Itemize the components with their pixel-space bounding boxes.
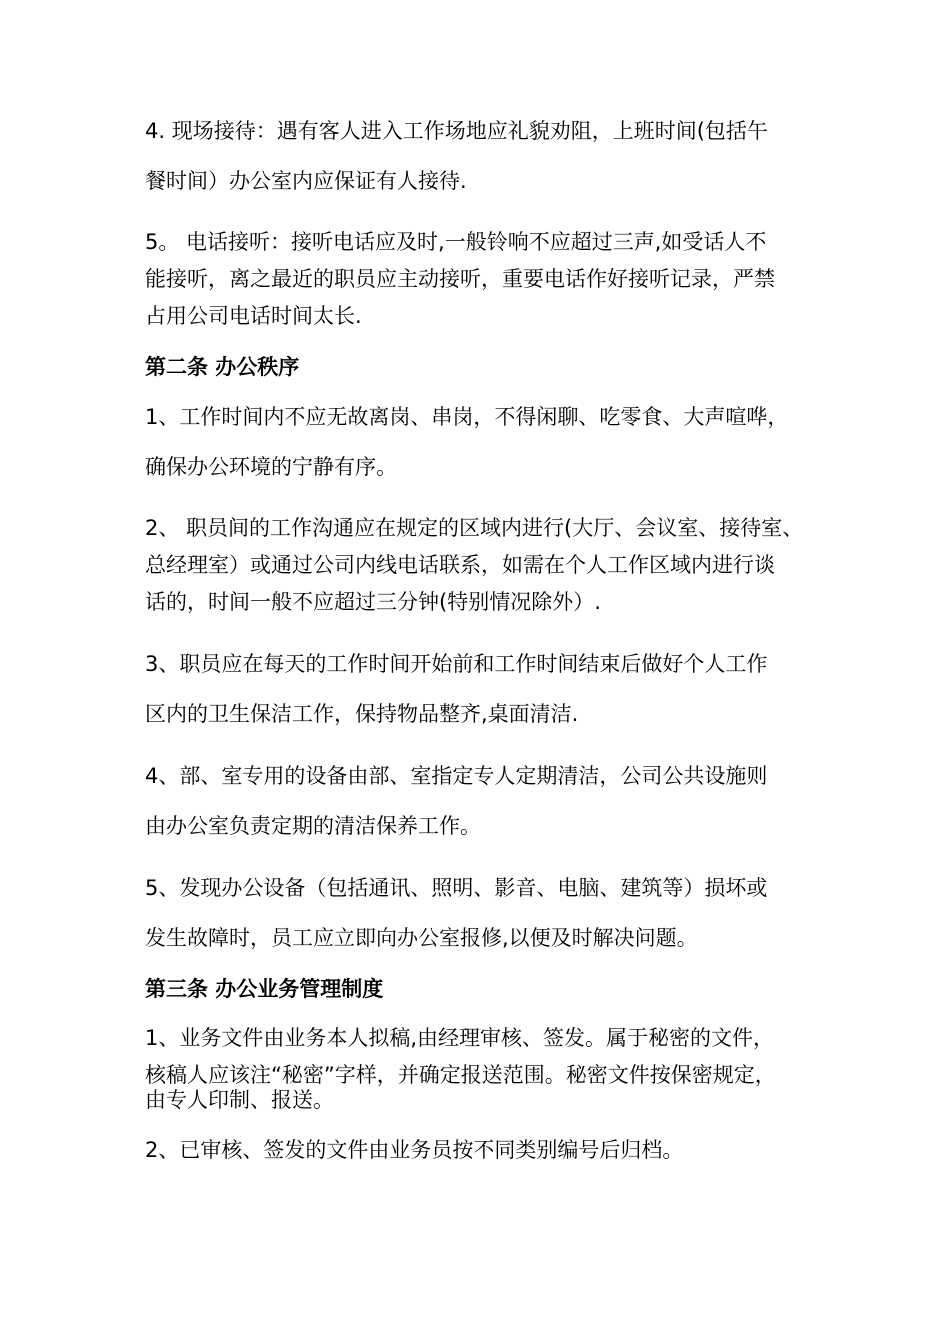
paragraph-business-1-line-2: 核稿人应该注“秘密”字样，并确定报送范围。秘密文件按保密规定， [145, 1063, 776, 1087]
paragraph-phone-line-1: 5。 电话接听：接听电话应及时,一般铃响不应超过三声,如受话人不 [145, 230, 767, 254]
paragraph-order-2-line-2: 总经理室）或通过公司内线电话联系，如需在个人工作区域内进行谈 [145, 553, 775, 577]
section-heading-business-management: 第三条 办公业务管理制度 [145, 977, 384, 1001]
paragraph-order-4-line-2: 由办公室负责定期的清洁保养工作。 [145, 814, 481, 838]
paragraph-reception-line-2: 餐时间）办公室内应保证有人接待. [145, 169, 467, 193]
paragraph-business-1-line-3: 由专人印制、报送。 [145, 1088, 334, 1112]
paragraph-order-3-line-2: 区内的卫生保洁工作，保持物品整齐,桌面清洁. [145, 702, 579, 726]
paragraph-order-3-line-1: 3、职员应在每天的工作时间开始前和工作时间结束后做好个人工作 [145, 652, 768, 676]
paragraph-phone-line-3: 占用公司电话时间太长. [145, 304, 362, 328]
paragraph-reception-line-1: 4. 现场接待：遇有客人进入工作场地应礼貌劝阻，上班时间(包括午 [145, 119, 768, 143]
paragraph-business-1-line-1: 1、业务文件由业务本人拟稿,由经理审核、签发。属于秘密的文件， [145, 1026, 775, 1050]
paragraph-order-4-line-1: 4、部、室专用的设备由部、室指定专人定期清洁，公司公共设施则 [145, 764, 768, 788]
paragraph-order-2-line-1: 2、 职员间的工作沟通应在规定的区域内进行(大厅、会议室、接待室、 [145, 516, 804, 540]
paragraph-phone-line-2: 能接听，离之最近的职员应主动接听，重要电话作好接听记录，严禁 [145, 267, 775, 291]
paragraph-order-1-line-1: 1、工作时间内不应无故离岗、串岗，不得闲聊、吃零食、大声喧哗， [145, 405, 789, 429]
paragraph-order-5-line-1: 5、发现办公设备（包括通讯、照明、影音、电脑、建筑等）损坏或 [145, 876, 768, 900]
paragraph-order-1-line-2: 确保办公环境的宁静有序。 [145, 455, 397, 479]
paragraph-order-5-line-2: 发生故障时，员工应立即向办公室报修,以便及时解决问题。 [145, 926, 698, 950]
paragraph-business-2-line-1: 2、已审核、签发的文件由业务员按不同类别编号后归档。 [145, 1138, 684, 1162]
paragraph-order-2-line-3: 话的，时间一般不应超过三分钟(特别情况除外）. [145, 590, 601, 614]
section-heading-office-order: 第二条 办公秩序 [145, 355, 300, 379]
